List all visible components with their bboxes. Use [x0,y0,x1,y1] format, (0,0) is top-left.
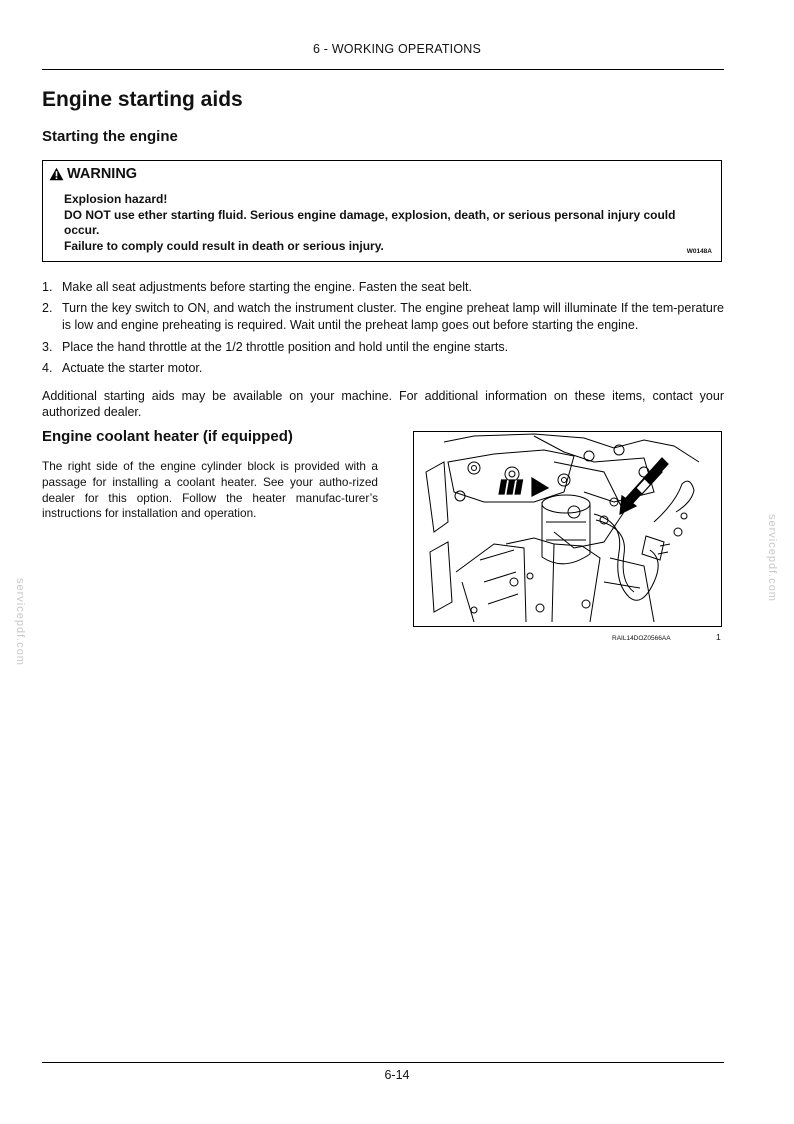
step-text: Place the hand throttle at the 1/2 throttle position and hold until the engine starts. [62,340,509,354]
warning-box [42,160,722,262]
step-text: Actuate the starter motor. [62,361,203,375]
page-title: Engine starting aids [42,88,243,111]
page-number: 6-14 [384,1068,410,1082]
warning-heading [49,166,137,182]
heater-title: Engine coolant heater (if equipped) [42,428,293,445]
step-number: 1. [42,280,53,294]
watermark-right: servicepdf.com [766,514,778,602]
header-rule [42,69,724,70]
warning-heading-text: WARNING [67,166,138,182]
warning-text [64,192,714,254]
heater-body: The right side of the engine cylinder block is provided with a passage for installing a coolant heater. See your autho-rized dealer for this option. Follow the heater manufac-turer’s instructions for installation and operation. [42,459,378,521]
step-text: Make all seat adjustments before starting the engine. Fasten the seat belt. [62,280,472,294]
engine-coolant-heater-figure [413,431,722,627]
watermark-left: servicepdf.com [14,578,26,666]
section-subtitle: Starting the engine [42,128,178,145]
warning-line: Failure to comply could result in death or serious injury. [64,238,384,253]
step-item [42,279,724,296]
running-header: 6 - WORKING OPERATIONS [312,42,482,56]
step-item [42,300,724,333]
step-item [42,339,724,356]
warning-code: W0148A [686,248,712,255]
engine-illustration [414,432,721,626]
step-text: Turn the key switch to ON, and watch the instrument cluster. The engine preheat lamp will illuminate If the tem-perature is low and engine preheating is required. Wait until the preheat lamp goes out before starting the engine. [62,301,724,332]
figure-code: RAIL14DOZ0566AA [612,635,671,642]
step-number: 3. [42,340,53,354]
warning-line: DO NOT use ether starting fluid. Serious engine damage, explosion, death, or serious personal injury could occur. [64,207,676,237]
step-number: 4. [42,361,53,375]
footer-rule [42,1062,724,1063]
step-number: 2. [42,301,53,315]
warning-triangle-icon [49,167,64,181]
additional-info: Additional starting aids may be available on your machine. For additional information on these items, contact your authorized dealer. [42,389,724,419]
warning-line: Explosion hazard! [64,192,168,206]
figure-number: 1 [716,632,721,642]
step-item [42,360,724,377]
